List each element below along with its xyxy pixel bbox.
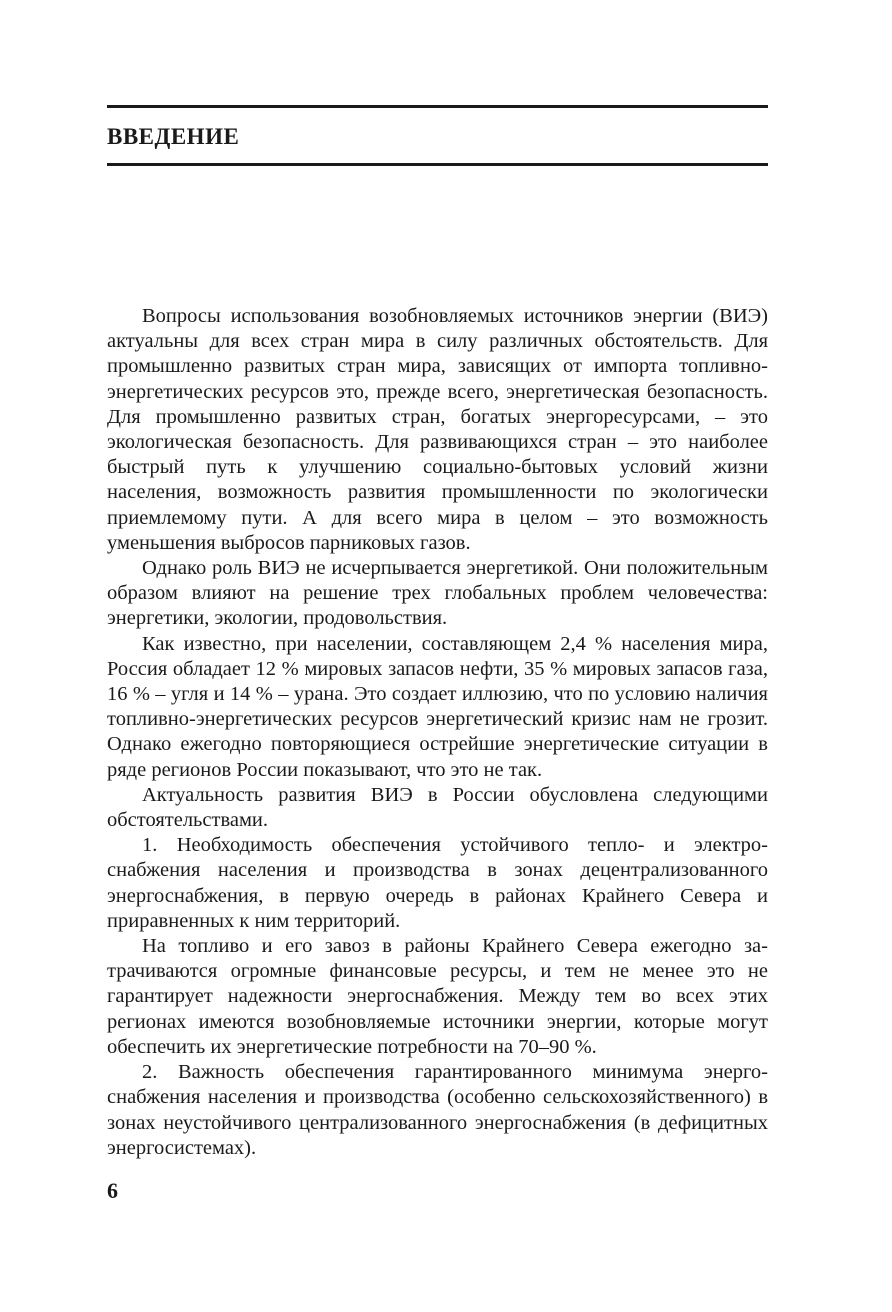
paragraph: Однако роль ВИЭ не исчерпывается энергетикой. Они положительным образом влияют на решение трех глобальных проблем человечества: энергетики, экологии, продовольствия. [107,557,768,630]
page-number: 6 [107,1178,118,1203]
header-rule-top [107,105,768,108]
paragraph: 1. Необходимость обеспечения устойчивого тепло- и электроснабжения населения и производства в зонах децентрализованного энергоснабжения, в первую очередь в районах Крайнего Севера и приравненных к ним территорий. [107,834,768,932]
header-rule-bottom [107,163,768,166]
body-text [107,304,768,1161]
paragraph: Вопросы использования возобновляемых источников энергии (ВИЭ) актуальны для всех стран мира в силу различных обстоятельств. Для промышленно развитых стран мира, зависящих от импорта топливно-энергетических ресурсов это, прежде всего, энергетическая безопасность. Для промышленно развитых стран, богатых энергоресурсами, – это экологическая безопасность. Для развивающихся стран – это наиболее быстрый путь к улучшению социально-бытовых условий жизни населения, возможность развития промышленности по экологически приемлемому пути. А для всего мира в целом – это возможность уменьшения выбросов парниковых газов. [107,305,768,554]
paragraph: Актуальность развития ВИЭ в России обусловлена следующими обстоятельствами. [107,783,768,832]
paragraph: Как известно, при населении, составляющем 2,4 % населения мира, Россия обладает 12 % мировых запасов нефти, 35 % мировых запасов газа, 16 % – угля и 14 % – урана. Это создает иллюзию, что по условию наличия топливно-энергетических ресурсов энергетический кризис нам не грозит. Однако ежегодно повторяющиеся острейшие энергетические ситуации в ряде регионов России показывают, что это не так. [107,632,768,781]
chapter-heading: ВВЕДЕНИЕ [107,124,240,149]
paragraph: 2. Важность обеспечения гарантированного минимума энергоснабжения населения и производства (особенно сельскохозяйственного) в зонах неустойчивого централизованного энергоснабжения (в дефицитных энергосистемах). [107,1061,768,1159]
paragraph: На топливо и его завоз в районы Крайнего Севера ежегодно затрачиваются огромные финансовые ресурсы, и тем не менее это не гарантирует надежности энергоснабжения. Между тем во всех этих регионах имеются возобновляемые источники энергии, которые могут обеспечить их энергетические потребности на 70–90 %. [107,935,768,1058]
